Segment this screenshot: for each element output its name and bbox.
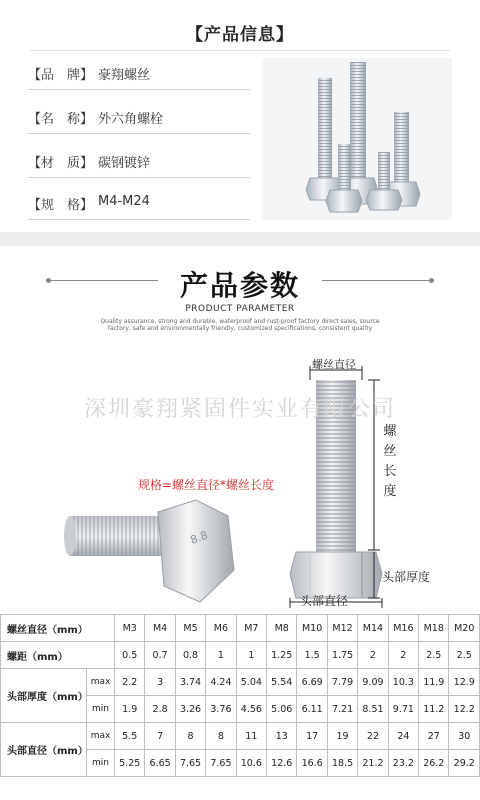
row-header-head-thickness: 头部厚度（mm）: [1, 669, 87, 723]
thickness-min-cell: 2.8: [145, 696, 175, 723]
params-description: Quality assurance, strong and durable, waterproof and rust-proof factory direct sales, source factory, safe and environmentally friendly, customized specifications, consistent quality: [100, 318, 380, 332]
diameter-max-cell: 24: [388, 723, 418, 750]
diameter-max-cell: 17: [297, 723, 327, 750]
product-photo: [262, 58, 452, 220]
diameter-min-cell: 18.5: [327, 750, 357, 777]
diameter-min-cell: 7.65: [206, 750, 236, 777]
diameter-max-cell: 5.5: [115, 723, 145, 750]
pitch-cell: 2: [388, 642, 418, 669]
info-label: 【规 格】: [28, 198, 94, 213]
diameter-min-cell: 5.25: [115, 750, 145, 777]
diameter-min-cell: 29.2: [449, 750, 480, 777]
thickness-max-cell: 3.74: [175, 669, 205, 696]
diameter-max-cell: 27: [419, 723, 449, 750]
row-header-size: 螺丝直径（mm）: [1, 615, 115, 642]
size-cell: M5: [175, 615, 205, 642]
size-cell: M14: [358, 615, 388, 642]
pitch-cell: 0.8: [175, 642, 205, 669]
diameter-max-cell: 8: [206, 723, 236, 750]
thickness-min-cell: 12.2: [449, 696, 480, 723]
size-cell: M10: [297, 615, 327, 642]
pitch-cell: 1: [236, 642, 266, 669]
thickness-max-cell: 12.9: [449, 669, 480, 696]
thickness-min-cell: 4.56: [236, 696, 266, 723]
bolts-group-image: [262, 58, 452, 220]
size-cell: M3: [115, 615, 145, 642]
max-label: max: [87, 723, 115, 750]
pitch-cell: 1.25: [267, 642, 297, 669]
thickness-max-cell: 7.79: [327, 669, 357, 696]
diameter-max-cell: 30: [449, 723, 480, 750]
thickness-max-cell: 9.09: [358, 669, 388, 696]
size-cell: M18: [419, 615, 449, 642]
info-label: 【名 称】: [28, 112, 94, 127]
thickness-max-cell: 10.3: [388, 669, 418, 696]
thickness-min-cell: 8.51: [358, 696, 388, 723]
pitch-cell: 2: [358, 642, 388, 669]
min-label: min: [87, 696, 115, 723]
diameter-max-cell: 22: [358, 723, 388, 750]
bolt-dimension-diagram: [0, 340, 480, 610]
info-row-brand: [28, 60, 238, 90]
pitch-cell: 1: [206, 642, 236, 669]
thickness-max-cell: 3: [145, 669, 175, 696]
diameter-max-cell: 8: [175, 723, 205, 750]
row-header-pitch: 螺距（mm）: [1, 642, 115, 669]
info-value: 豪翔螺丝: [98, 68, 151, 83]
spec-table: [0, 614, 480, 777]
info-value: 外六角螺栓: [98, 112, 164, 127]
max-label: max: [87, 669, 115, 696]
info-label: 【品 牌】: [28, 68, 94, 83]
diameter-min-cell: 7.65: [175, 750, 205, 777]
pitch-cell: 1.75: [327, 642, 357, 669]
info-row-spec: [28, 190, 238, 220]
pitch-cell: 2.5: [419, 642, 449, 669]
label-thread-length-text: 螺 丝 长 度: [383, 424, 397, 499]
size-cell: M12: [327, 615, 357, 642]
spec-formula: 规格=螺丝直径*螺丝长度: [138, 478, 275, 492]
pitch-cell: 1.5: [297, 642, 327, 669]
thickness-min-cell: 6.11: [297, 696, 327, 723]
diameter-min-cell: 6.65: [145, 750, 175, 777]
pitch-cell: 0.5: [115, 642, 145, 669]
size-cell: M7: [236, 615, 266, 642]
params-title: 产品参数: [179, 269, 300, 302]
table-row-diameter-max: [1, 723, 480, 750]
thickness-max-cell: 5.04: [236, 669, 266, 696]
info-row-material: [28, 148, 238, 178]
table-row-pitch: [1, 642, 480, 669]
head-marking: 8.8: [188, 528, 210, 547]
label-thread-length: [382, 422, 398, 502]
table-row-size: [1, 615, 480, 642]
min-label: min: [87, 750, 115, 777]
table-row-thickness-max: [1, 669, 480, 696]
info-value: M4-M24: [98, 194, 150, 209]
thickness-min-cell: 5.06: [267, 696, 297, 723]
params-header: [0, 262, 480, 334]
label-head-diameter: 头部直径: [300, 594, 349, 608]
section-separator: [0, 232, 480, 246]
thickness-min-cell: 3.76: [206, 696, 236, 723]
thickness-min-cell: 11.2: [419, 696, 449, 723]
size-cell: M6: [206, 615, 236, 642]
diameter-max-cell: 11: [236, 723, 266, 750]
diameter-max-cell: 13: [267, 723, 297, 750]
pitch-cell: 0.7: [145, 642, 175, 669]
divider: [30, 50, 450, 51]
row-header-head-diameter: 头部直径（mm）: [1, 723, 87, 777]
thickness-min-cell: 7.21: [327, 696, 357, 723]
diameter-min-cell: 23.2: [388, 750, 418, 777]
diameter-min-cell: 26.2: [419, 750, 449, 777]
size-cell: M20: [449, 615, 480, 642]
size-cell: M8: [267, 615, 297, 642]
product-info-section: [0, 0, 480, 232]
info-row-name: [28, 104, 238, 134]
diameter-min-cell: 12.6: [267, 750, 297, 777]
size-cell: M4: [145, 615, 175, 642]
diameter-max-cell: 7: [145, 723, 175, 750]
info-label: 【材 质】: [28, 156, 94, 171]
thickness-max-cell: 2.2: [115, 669, 145, 696]
thickness-max-cell: 11.9: [419, 669, 449, 696]
thickness-min-cell: 3.26: [175, 696, 205, 723]
company-watermark: 深圳豪翔紧固件实业有限公司: [83, 397, 396, 422]
diameter-max-cell: 19: [327, 723, 357, 750]
size-cell: M16: [388, 615, 418, 642]
thickness-min-cell: 1.9: [115, 696, 145, 723]
divider: [28, 133, 250, 134]
label-thread-diameter: 螺丝直径: [312, 358, 356, 371]
divider: [28, 177, 250, 178]
info-value: 碳钢镀锌: [98, 156, 151, 171]
divider: [28, 219, 250, 220]
thickness-max-cell: 4.24: [206, 669, 236, 696]
divider: [28, 89, 250, 90]
diameter-min-cell: 10.6: [236, 750, 266, 777]
params-subtitle: PRODUCT PARAMETER: [185, 304, 295, 314]
diameter-min-cell: 16.6: [297, 750, 327, 777]
diameter-min-cell: 21.2: [358, 750, 388, 777]
thickness-max-cell: 5.54: [267, 669, 297, 696]
thickness-min-cell: 9.71: [388, 696, 418, 723]
thickness-max-cell: 6.69: [297, 669, 327, 696]
label-head-thickness: 头部厚度: [382, 570, 431, 584]
pitch-cell: 2.5: [449, 642, 480, 669]
product-info-title: 【产品信息】: [186, 25, 294, 45]
